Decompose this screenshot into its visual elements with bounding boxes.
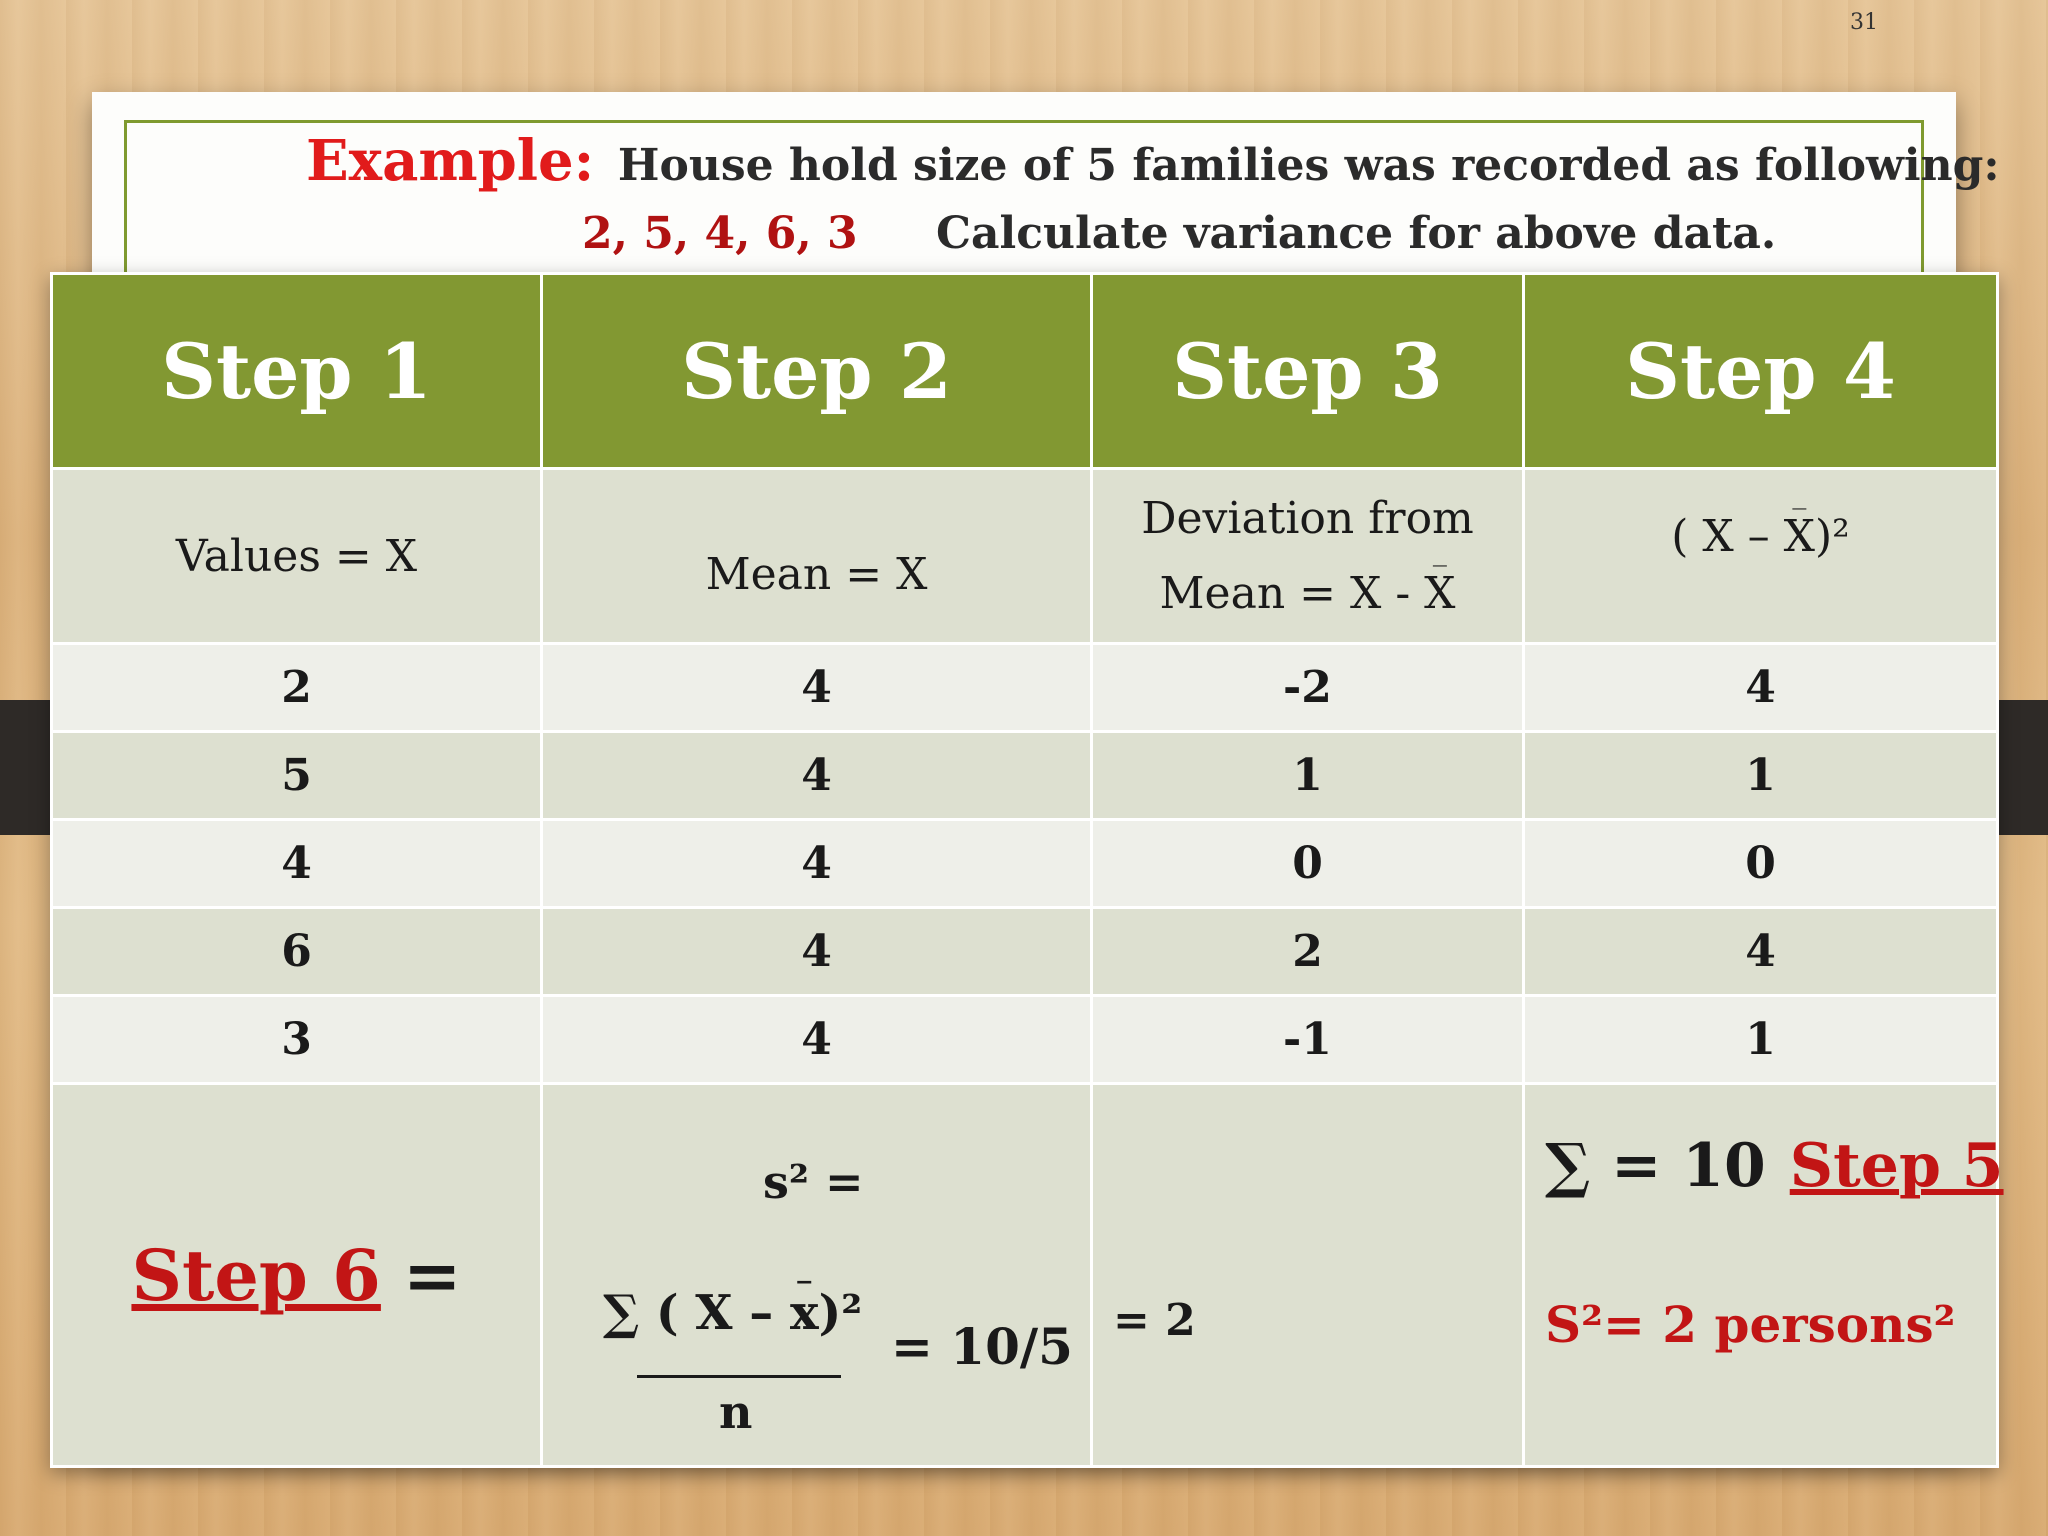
mean-symbol: _ X [1424,568,1455,619]
example-text: House hold size of 5 families was recorded as following: [617,140,2000,191]
mean-symbol-sq: _ X [1784,511,1815,562]
table-row: 4 4 0 0 [52,820,1998,908]
variance-formula-cell [542,1084,1092,1467]
sum-line: ∑ = 10 Step 5 [1545,1131,2004,1201]
summary-row [52,1084,1998,1467]
header-step-2: Step 2 [542,274,1092,469]
step6-cell [52,1084,542,1467]
formula-numerator: ∑ ( X – _ x)² [603,1285,862,1341]
header-row [52,274,1998,469]
result-cell [1092,1084,1524,1467]
desc-deviation: Deviation from Mean = X - _ X [1092,469,1524,644]
header-step-3: Step 3 [1092,274,1524,469]
table-row: 3 4 -1 1 [52,996,1998,1084]
table-row: 5 4 1 1 [52,732,1998,820]
desc-values: Values = X [52,469,542,644]
variance-steps-table [50,272,2004,1468]
example-heading [306,128,2000,194]
header-step-1: Step 1 [52,274,542,469]
example-data: 2, 5, 4, 6, 3 [582,208,858,259]
mean-label: Mean = X [705,548,928,600]
variance-formula [543,1085,1090,1465]
sum-cell [1524,1084,2004,1467]
header-step-4: Step 4 [1524,274,1998,469]
example-task: Calculate variance for above data. [936,208,1777,259]
example-label: Example: [306,128,595,194]
variance-result: S²= 2 persons² [1545,1295,1956,1354]
step6-equals: = [402,1233,462,1317]
table-row: 6 4 2 4 [52,908,1998,996]
formula-result: = 10/5 [891,1317,1073,1376]
desc-mean [542,469,1092,644]
slide-number: 31 [1850,10,1878,35]
table-row: 2 4 -2 4 [52,644,1998,732]
description-row [52,469,1998,644]
desc-squared-deviation: ( X – _ X)² [1524,469,1998,644]
result-equals-two: = 2 [1113,1295,1196,1346]
step5-label: Step 5 [1789,1131,2004,1201]
formula-s2: s² = [763,1155,864,1209]
formula-denominator: n [719,1385,753,1439]
fraction-bar [637,1375,841,1378]
step6-label: Step 6 [131,1233,381,1317]
